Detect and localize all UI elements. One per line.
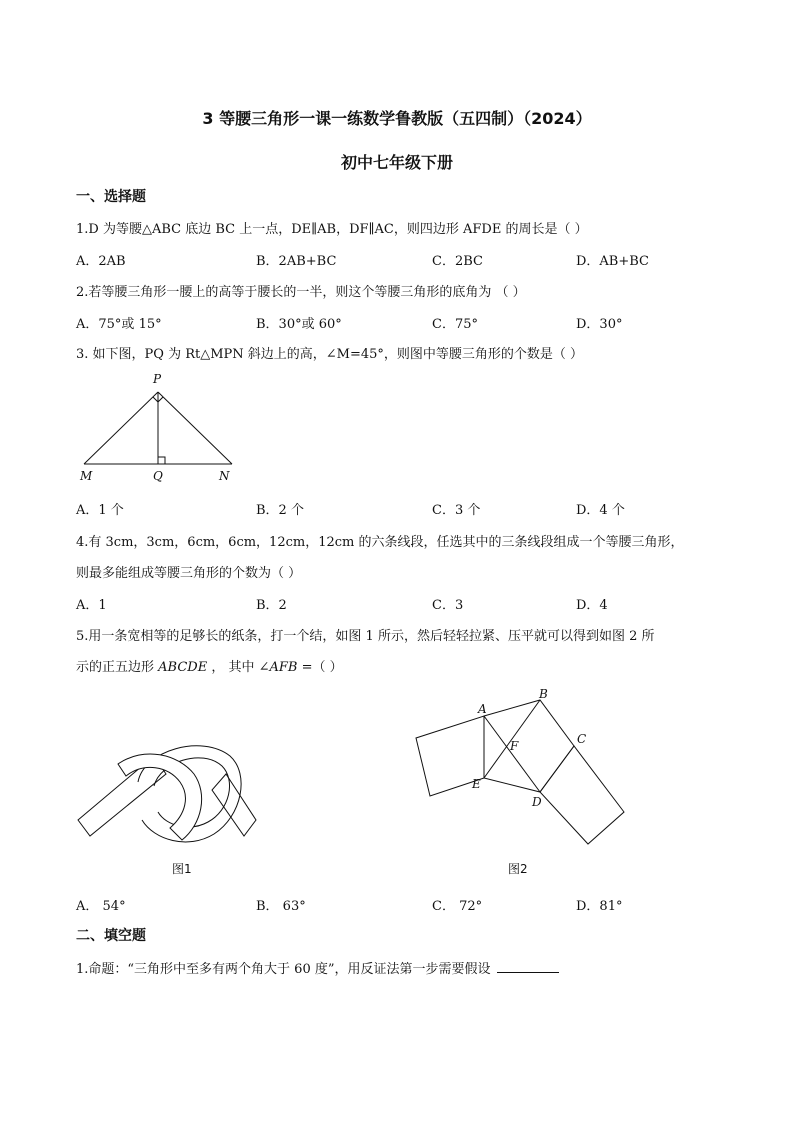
question-5-line2-prefix: 示的正五边形 xyxy=(76,660,159,675)
question-5-option-d: D．81° xyxy=(576,899,623,914)
answer-blank[interactable] xyxy=(497,960,559,973)
question-1-option-d: D．AB+BC xyxy=(576,254,649,269)
figure-2-caption: 图2 xyxy=(508,862,528,876)
section-heading-fill: 二、填空题 xyxy=(76,928,146,944)
right-angle-mark-q xyxy=(158,457,165,464)
question-3-text: 3. 如下图，PQ 为 Rt△MPN 斜边上的高，∠M=45°，则图中等腰三角形的个数是（ ） xyxy=(76,347,584,362)
question-2-option-b: B．30°或 60° xyxy=(256,317,342,332)
question-3-option-c: C．3 个 xyxy=(432,503,481,518)
question-1-option-a: A．2AB xyxy=(76,254,126,269)
pentagon-name: ABCDE xyxy=(158,660,208,675)
label-e: E xyxy=(472,777,481,791)
question-3-option-b: B．2 个 xyxy=(256,503,304,518)
angle-afb: ∠AFB = xyxy=(258,660,313,675)
document-title: 3 等腰三角形一课一练数学鲁教版（五四制）（2024） xyxy=(202,109,592,128)
question-4-option-d: D．4 xyxy=(576,598,608,613)
question-1-text: 1.D 为等腰△ABC 底边 BC 上一点，DE∥AB，DF∥AC，则四边形 AFDE 的周长是（ ） xyxy=(76,222,588,237)
question-3-option-d: D．4 个 xyxy=(576,503,625,518)
label-d: D xyxy=(532,795,542,809)
label-q: Q xyxy=(153,469,163,483)
pentagon-abcde xyxy=(484,700,574,792)
question-4-text-line2: 则最多能组成等腰三角形的个数为（ ） xyxy=(76,566,302,581)
question-3-option-a: A．1 个 xyxy=(76,503,124,518)
label-c: C xyxy=(577,732,587,746)
label-m: M xyxy=(80,469,93,483)
question-1-option-c: C．2BC xyxy=(432,254,483,269)
question-2-text: 2.若等腰三角形一腰上的高等于腰长的一半，则这个等腰三角形的底角为 （ ） xyxy=(76,285,526,300)
question-2-option-c: C．75° xyxy=(432,317,478,332)
question-5-line2-suffix: （ ） xyxy=(312,660,343,675)
question-5-text-line2 xyxy=(76,656,343,675)
right-strip xyxy=(540,746,624,844)
question-4-option-c: C．3 xyxy=(432,598,464,613)
label-f: F xyxy=(510,739,519,753)
segment-np xyxy=(158,392,232,464)
question-5-option-c: C． 72° xyxy=(432,899,483,914)
label-a: A xyxy=(478,702,487,716)
question-4-option-b: B．2 xyxy=(256,598,287,613)
question-5-text-line1: 5.用一条宽相等的足够长的纸条，打一个结，如图 1 所示，然后轻轻拉紧、压平就可以得到如图 2 所 xyxy=(76,629,655,644)
question-5-line2-mid: ， 其中 xyxy=(207,660,259,675)
figure-1-caption: 图1 xyxy=(172,862,192,876)
label-n: N xyxy=(219,469,230,483)
question-4-option-a: A．1 xyxy=(76,598,107,613)
document-subtitle: 初中七年级下册 xyxy=(340,153,453,172)
section-heading-choice: 一、选择题 xyxy=(76,189,146,205)
label-b: B xyxy=(539,687,548,701)
fill-question-1-text: 1.命题：“三角形中至多有两个角大于 60 度”，用反证法第一步需要假设 xyxy=(76,962,491,977)
question-5-option-a: A． 54° xyxy=(76,899,126,914)
question-3-figure xyxy=(74,366,244,488)
figure-2-pentagon xyxy=(410,684,630,854)
knot-right-strip xyxy=(212,774,256,836)
figure-1-knot xyxy=(74,716,264,856)
question-5-option-b: B． 63° xyxy=(256,899,306,914)
label-p: P xyxy=(153,372,162,386)
question-4-text-line1: 4.有 3cm，3cm，6cm，6cm，12cm，12cm 的六条线段，任选其中的三条线段组成一个等腰三角形， xyxy=(76,535,684,550)
question-1-option-b: B．2AB+BC xyxy=(256,254,337,269)
fill-question-1 xyxy=(76,958,559,977)
question-2-option-d: D．30° xyxy=(576,317,623,332)
question-2-option-a: A．75°或 15° xyxy=(76,317,162,332)
segment-mp xyxy=(84,392,158,464)
